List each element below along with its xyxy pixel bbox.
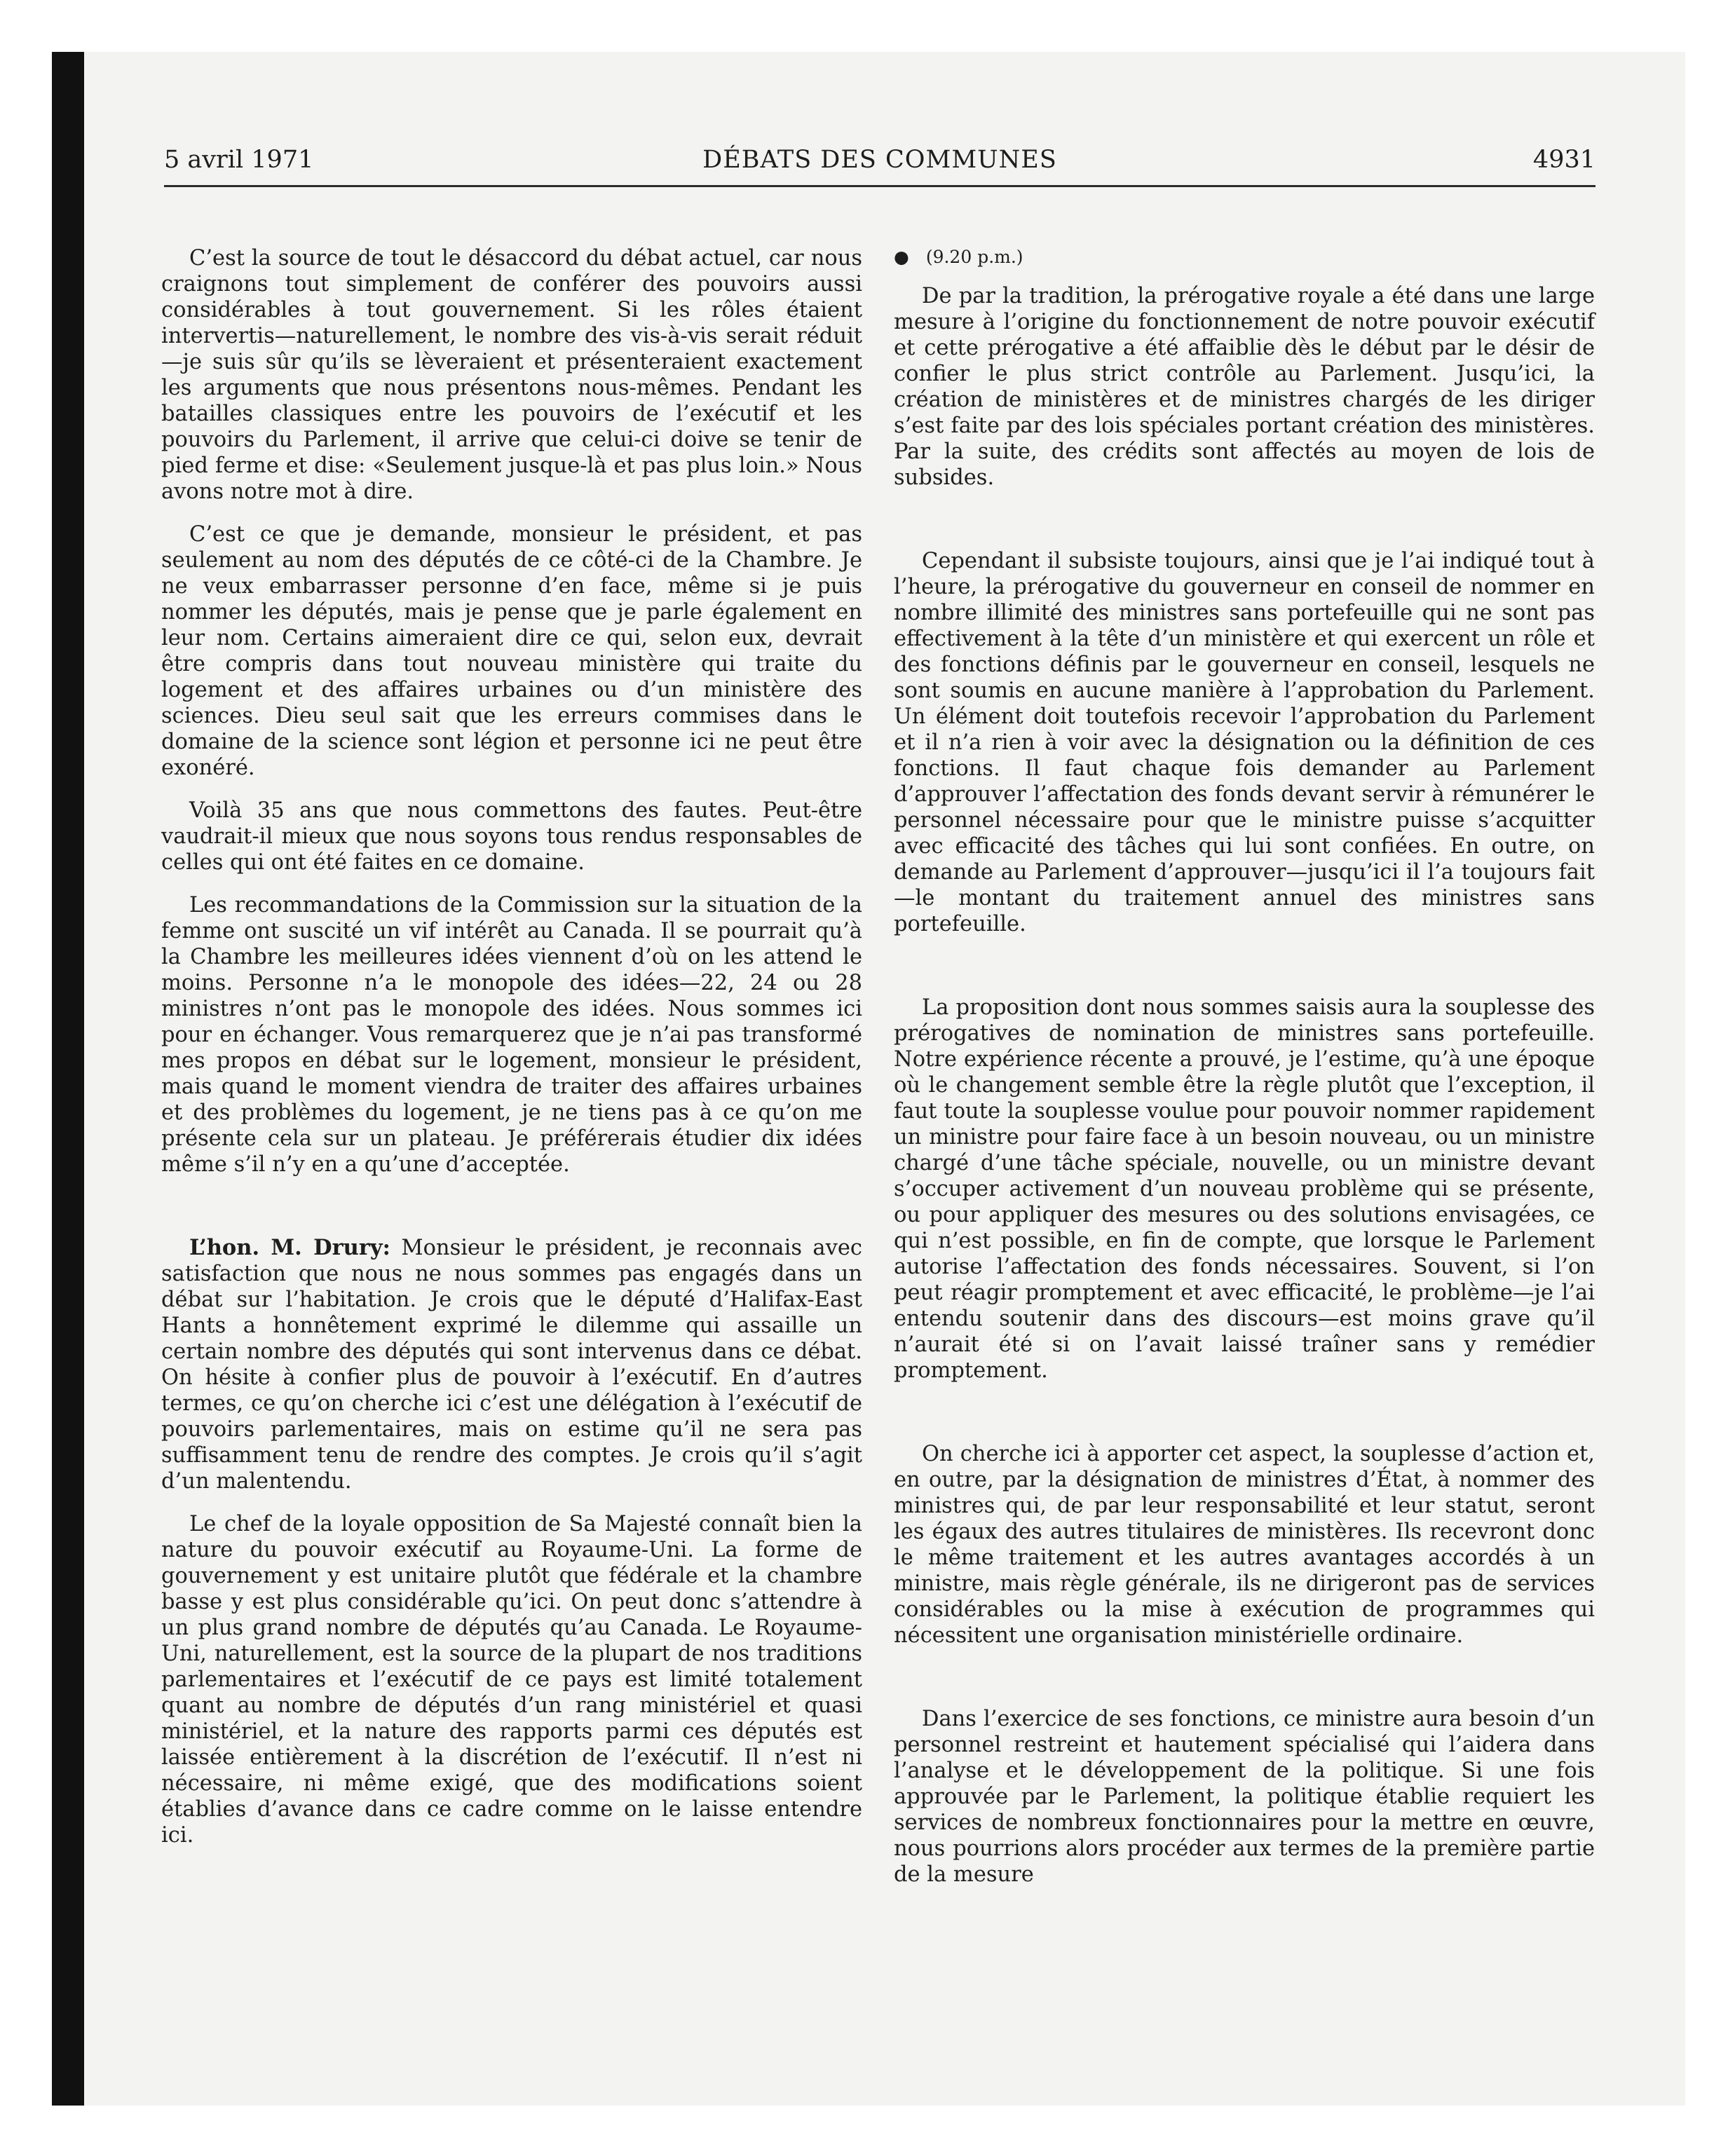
paragraph: On cherche ici à apporter cet aspect, la souplesse d’action et, en outre, par la désignation de ministres d’État, à nommer des ministres qui, de par leur responsabilité et leur statut, seront les égaux des autres titulaires de ministères. Ils recevront donc le même traitement et les autres avantages accordés à un ministre, mais règle générale, ils ne dirigeront pas de services considérables ou la mise à exécution de programmes qui nécessitent une organisation ministérielle ordinaire. xyxy=(894,1442,1595,1648)
paragraph: Le chef de la loyale opposition de Sa Majesté connaît bien la nature du pouvoir exécutif au Royaume-Uni. La forme de gouvernement y est unitaire plutôt que fédérale et la chambre basse y est plus considérable qu’ici. On peut donc s’attendre à un plus grand nombre de députés qu’au Canada. Le Royaume-Uni, naturellement, est la source de la plupart de nos traditions parlementaires et l’exécutif de ce pays est limité totalement quant au nombre de députés d’un rang ministériel et quasi ministériel, et la nature des rapports parmi ces députés est laissée entièrement à la discrétion de l’exécutif. Il n’est ni nécessaire, ni même exigé, que des modifications soient établies d’avance dans ce cadre comme on le laisse entendre ici. xyxy=(161,1512,862,1848)
header-title: DÉBATS DES COMMUNES xyxy=(702,146,1057,174)
header-date: 5 avril 1971 xyxy=(164,146,314,174)
paragraph: De par la tradition, la prérogative royale a été dans une large mesure à l’origine du fonctionnement de notre pouvoir exécutif et cette prérogative a été affaiblie dès le début par le désir de confier le plus strict contrôle au Parlement. Jusqu’ici, la création de ministères et de ministres chargés de les diriger s’est faite par des lois spéciales portant création des ministères. Par la suite, des crédits sont affectés au moyen de lois de subsides. xyxy=(894,284,1595,490)
paragraph: La proposition dont nous sommes saisis aura la souplesse des prérogatives de nomination de ministres sans portefeuille. Notre expérience récente a prouvé, je l’estime, qu’à une époque où le changement semble être la règle plutôt que l’exception, il faut toute la souplesse voulue pour pouvoir nommer rapidement un ministre pour faire face à un besoin nouveau, ou un ministre chargé d’une tâche spéciale, nouvelle, ou un ministre devant s’occuper activement d’un nouveau problème qui se présente, ou pour appliquer des mesures ou des solutions envisagées, ce qui n’est possible, en fin de compte, que lorsque le Parlement autorise l’affectation des fonds nécessaires. Souvent, si l’on peut réagir promptement et avec efficacité, le problème—je l’ai entendu soutenir dans des discours—est moins grave qu’il n’aurait été si on l’avait laissé traîner sans y remédier promptement. xyxy=(894,995,1595,1383)
paragraph: Les recommandations de la Commission sur la situation de la femme ont suscité un vif intérêt au Canada. Il se pourrait qu’à la Chambre les meilleures idées viennent d’où on les attend le moins. Personne n’a le monopole des idées—22, 24 ou 28 ministres n’ont pas le monopole des idées. Nous sommes ici pour en échanger. Vous remarquerez que je n’ai pas transformé mes propos en débat sur le logement, monsieur le président, mais quand le moment viendra de traiter des affaires urbaines et des problèmes du logement, je ne tiens pas à ce qu’on me présente cela sur un plateau. Je préférerais étudier dix idées même s’il n’y en a qu’une d’acceptée. xyxy=(161,893,862,1177)
speaker-name: L’hon. M. Drury: xyxy=(189,1235,390,1260)
speech-paragraph xyxy=(161,1235,862,1494)
left-column xyxy=(161,245,862,1848)
paragraph: C’est ce que je demande, monsieur le président, et pas seulement au nom des députés de ce côté-ci de la Chambre. Je ne veux embarrasser personne d’en face, même si je puis nommer les députés, mais je pense que je parle également en leur nom. Certains aimeraient dire ce qui, selon eux, devrait être compris dans tout nouveau ministère qui traite du logement et des affaires urbaines ou d’un ministère des sciences. Dieu seul sait que les erreurs commises dans le domaine de la science sont légion et personne ici ne peut être exonéré. xyxy=(161,522,862,780)
paragraph: Cependant il subsiste toujours, ainsi que je l’ai indiqué tout à l’heure, la prérogative du gouverneur en conseil de nommer en nombre illimité des ministres sans portefeuille qui ne sont pas effectivement à la tête d’un ministère et qui exercent un rôle et des fonctions définis par le gouverneur en conseil, lesquels ne sont soumis en aucune manière à l’approbation du Parlement. Un élément doit toutefois recevoir l’approbation du Parlement et il n’a rien à voir avec la désignation ou la définition de ces fonctions. Il faut chaque fois demander au Parlement d’approuver l’affectation des fonds devant servir à rémunérer le personnel nécessaire pour que le ministre puisse s’acquitter avec efficacité des tâches qui lui sont confiées. En outre, on demande au Parlement d’approuver—jusqu’ici il l’a toujours fait—le montant du traitement annuel des ministres sans portefeuille. xyxy=(894,549,1595,936)
running-header xyxy=(164,143,1595,187)
binding-edge xyxy=(52,52,84,2106)
paragraph: Voilà 35 ans que nous commettons des fautes. Peut-être vaudrait-il mieux que nous soyons tous rendus responsables de celles qui ont été faites en ce domaine. xyxy=(161,798,862,875)
page-number: 4931 xyxy=(1532,146,1595,174)
speech-text: Monsieur le président, je reconnais avec satisfaction que nous ne nous sommes pas engagés dans un débat sur l’habitation. Je crois que le député d’Halifax-East Hants a honnêtement exprimé le dilemme qui assaille un certain nombre des députés qui sont intervenus dans ce débat. On hésite à confier plus de pouvoir à l’exécutif. En d’autres termes, ce qu’on cherche ici c’est une délégation à l’exécutif de pouvoirs parlementaires, mais on estime qu’il ne sera pas suffisamment tenu de rendre des comptes. Je crois qu’il s’agit d’un malentendu. xyxy=(161,1236,862,1494)
time-marker xyxy=(894,245,1595,269)
paragraph: C’est la source de tout le désaccord du débat actuel, car nous craignons tout simplement de conférer des pouvoirs aussi considérables à tout gouvernement. Si les rôles étaient intervertis—naturellement, le nombre des vis-à-vis serait réduit—je suis sûr qu’ils se lèveraient et présenteraient exactement les arguments que nous présentons nous-mêmes. Pendant les batailles classiques entre les pouvoirs de l’exécutif et les pouvoirs du Parlement, il arrive que celui-ci doive se tenir de pied ferme et dise: «Seulement jusque-là et pas plus loin.» Nous avons notre mot à dire. xyxy=(161,246,862,504)
time-label: (9.20 p.m.) xyxy=(925,247,1023,267)
right-column xyxy=(894,245,1595,1888)
paragraph: Dans l’exercice de ses fonctions, ce ministre aura besoin d’un personnel restreint et hautement spécialisé qui l’aidera dans l’analyse et le développement de la politique. Si une fois approuvée par le Parlement, la politique établie requiert les services de nombreux fonctionnaires pour la mettre en œuvre, nous pourrions alors procéder aux termes de la première partie de la mesure xyxy=(894,1707,1595,1887)
bullet-icon: ● xyxy=(894,247,909,267)
